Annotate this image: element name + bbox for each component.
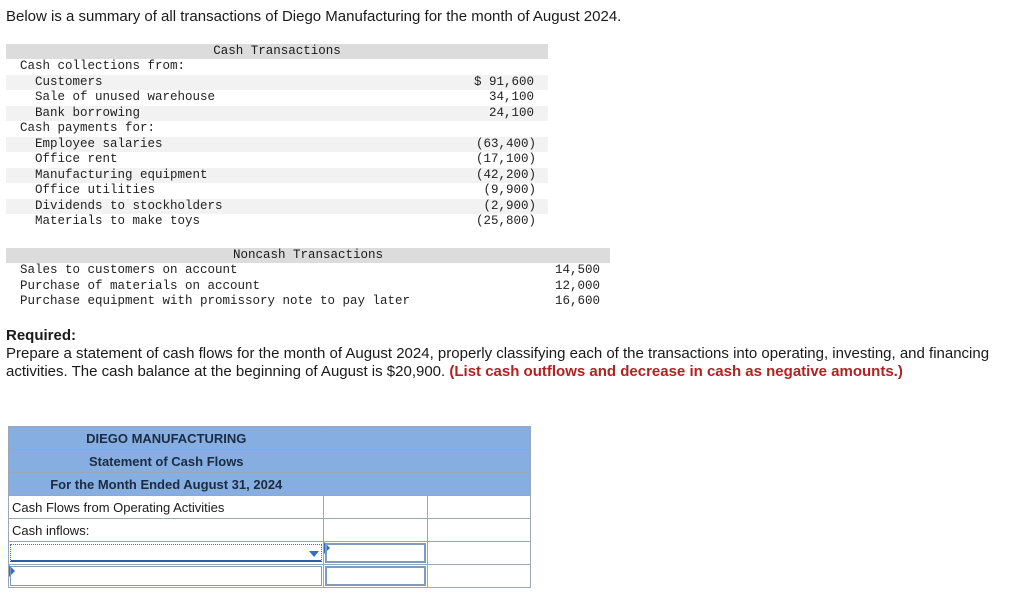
row-value: (17,100) bbox=[475, 152, 536, 166]
intro-text: Below is a summary of all transactions of Diego Manufacturing for the month of August 2024. bbox=[6, 8, 622, 25]
row-label: Customers bbox=[35, 74, 103, 89]
row-label: Employee salaries bbox=[35, 136, 163, 151]
required-text: Prepare a statement of cash flows for the month of August 2024, properly classifying each of the transactions into operating, investing, and financing activities. The cash balance at the beginning of August is $20,900. bbox=[6, 345, 990, 380]
row-value: 24,100 bbox=[488, 105, 534, 120]
table-row bbox=[6, 137, 548, 153]
table-row bbox=[6, 294, 610, 310]
row-value: 14,500 bbox=[554, 263, 600, 277]
section-operating-label: Cash Flows from Operating Activities bbox=[9, 496, 324, 519]
header-fill bbox=[324, 427, 531, 450]
noncash-transactions-table bbox=[6, 248, 610, 310]
row-label: Manufacturing equipment bbox=[35, 167, 208, 182]
empty-cell bbox=[324, 496, 427, 519]
row-label: Bank borrowing bbox=[35, 105, 141, 120]
empty-cell bbox=[427, 542, 530, 565]
required-section bbox=[6, 327, 1006, 381]
table-row bbox=[6, 199, 548, 215]
table-row bbox=[6, 152, 548, 168]
row-label: Sales to customers on account bbox=[20, 263, 238, 277]
line-item-select[interactable] bbox=[9, 542, 324, 565]
collections-label: Cash collections from: bbox=[20, 59, 186, 73]
amount-input[interactable] bbox=[325, 566, 425, 586]
table-row bbox=[6, 263, 610, 279]
empty-cell bbox=[427, 519, 530, 542]
noncash-transactions-header: Noncash Transactions bbox=[6, 248, 610, 263]
payments-label: Cash payments for: bbox=[20, 121, 156, 135]
row-label: Purchase of materials on account bbox=[20, 278, 261, 293]
chevron-down-icon[interactable] bbox=[309, 551, 319, 557]
table-row bbox=[6, 90, 548, 106]
row-value: 12,000 bbox=[554, 278, 600, 293]
row-value: (2,900) bbox=[483, 198, 536, 213]
company-name: DIEGO MANUFACTURING bbox=[9, 427, 324, 450]
row-value: 16,600 bbox=[554, 294, 600, 308]
statement-title: Statement of Cash Flows bbox=[9, 450, 324, 473]
row-value: $ 91,600 bbox=[473, 74, 534, 89]
cash-inflows-label: Cash inflows: bbox=[9, 519, 324, 542]
row-label: Dividends to stockholders bbox=[35, 198, 223, 213]
row-value: (63,400) bbox=[475, 136, 536, 151]
required-title: Required: bbox=[6, 327, 77, 344]
header-fill bbox=[324, 450, 531, 473]
line-item-input[interactable] bbox=[10, 566, 322, 586]
row-label: Office rent bbox=[35, 152, 118, 166]
row-value: (9,900) bbox=[483, 183, 536, 197]
required-note: (List cash outflows and decrease in cash as negative amounts.) bbox=[449, 363, 903, 380]
line-item-select[interactable] bbox=[9, 565, 324, 588]
line-item-dropdown[interactable] bbox=[10, 544, 322, 562]
row-label: Sale of unused warehouse bbox=[35, 90, 216, 104]
row-label: Purchase equipment with promissory note to pay later bbox=[20, 294, 411, 308]
statement-period: For the Month Ended August 31, 2024 bbox=[9, 473, 324, 496]
empty-cell bbox=[427, 565, 530, 588]
table-row bbox=[6, 106, 548, 122]
row-value: (42,200) bbox=[475, 167, 536, 182]
row-label: Materials to make toys bbox=[35, 214, 201, 228]
table-row bbox=[6, 75, 548, 91]
amount-input-cell[interactable] bbox=[324, 542, 427, 565]
statement-table bbox=[8, 426, 531, 588]
row-label: Office utilities bbox=[35, 183, 156, 197]
table-row bbox=[6, 279, 610, 295]
table-row bbox=[6, 168, 548, 184]
amount-input-cell[interactable] bbox=[324, 565, 427, 588]
empty-cell bbox=[427, 496, 530, 519]
row-value: (25,800) bbox=[475, 214, 536, 228]
cash-transactions-table bbox=[6, 44, 548, 230]
row-value: 34,100 bbox=[488, 90, 534, 104]
header-fill bbox=[324, 473, 531, 496]
cash-transactions-header: Cash Transactions bbox=[6, 44, 548, 59]
amount-input[interactable] bbox=[325, 543, 425, 563]
empty-cell bbox=[324, 519, 427, 542]
table-row bbox=[6, 214, 548, 230]
table-row bbox=[6, 183, 548, 199]
